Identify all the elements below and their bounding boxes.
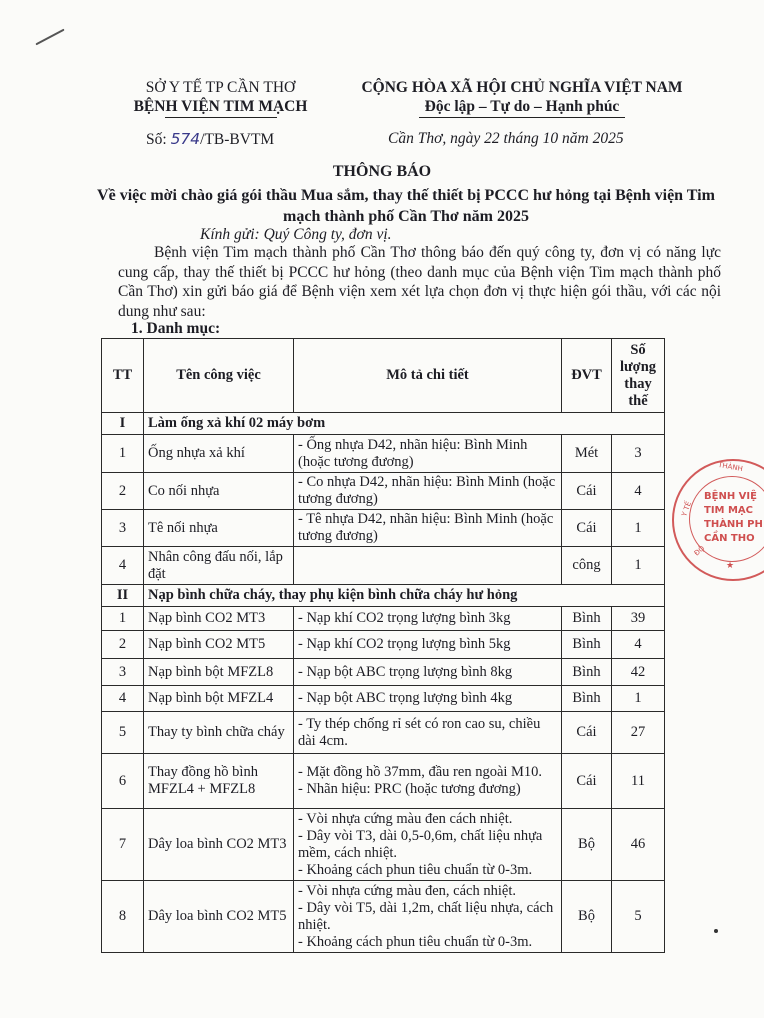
cell-task: Nạp bình CO2 MT3	[144, 607, 294, 631]
cell-tt: 1	[102, 607, 144, 631]
table-row	[102, 659, 665, 686]
cell-tt: 2	[102, 473, 144, 510]
national-motto-block	[334, 78, 710, 118]
cell-task: Co nối nhựa	[144, 473, 294, 510]
nation-name: CỘNG HÒA XÃ HỘI CHỦ NGHĨA VIỆT NAM	[361, 79, 683, 96]
table-row	[102, 881, 665, 953]
cell-description: - Nạp bột ABC trọng lượng bình 8kg	[294, 659, 562, 686]
cell-tt: 4	[102, 686, 144, 712]
item-table	[101, 338, 665, 953]
issuer-block	[118, 78, 323, 118]
cell-task: Tê nối nhựa	[144, 510, 294, 547]
greeting: Kính gửi: Quý Công ty, đơn vị.	[200, 226, 392, 243]
seal-top-arc: THÀNH	[717, 460, 744, 474]
doc-number-suffix: /TB-BVTM	[200, 131, 275, 148]
red-seal-stamp	[672, 459, 764, 581]
cell-quantity: 4	[612, 631, 665, 659]
cell-description: - Vòi nhựa cứng màu đen, cách nhiệt. - Dây vòi T5, dài 1,2m, chất liệu nhựa, cách nhiệt. - Khoảng cách phun tiêu chuẩn từ 0-3m.	[294, 881, 562, 953]
cell-unit: Bộ	[562, 881, 612, 953]
document-title: THÔNG BÁO	[332, 163, 432, 180]
cell-tt: 2	[102, 631, 144, 659]
motto-underline	[419, 117, 625, 118]
cell-task: Nhân công đấu nối, lắp đặt	[144, 547, 294, 585]
pen-mark	[35, 29, 64, 46]
table-row	[102, 510, 665, 547]
cell-quantity: 11	[612, 754, 665, 809]
group-title: Nạp bình chữa cháy, thay phụ kiện bình chữa cháy hư hỏng	[144, 585, 665, 607]
issuer-department: SỞ Y TẾ TP CẦN THƠ	[145, 79, 296, 96]
table-row	[102, 473, 665, 510]
cell-quantity: 3	[612, 435, 665, 473]
cell-unit: Cái	[562, 473, 612, 510]
cell-unit: Bình	[562, 631, 612, 659]
group-code: II	[102, 585, 144, 607]
table-header-row	[102, 339, 665, 413]
cell-unit: Cái	[562, 712, 612, 754]
seal-line-3: THÀNH PH	[704, 519, 763, 530]
cell-quantity: 1	[612, 510, 665, 547]
issuer-hospital: BỆNH VIỆN TIM MẠCH	[133, 98, 308, 115]
cell-task: Ống nhựa xả khí	[144, 435, 294, 473]
cell-quantity: 5	[612, 881, 665, 953]
col-header-unit: ĐVT	[562, 339, 612, 413]
nation-motto: Độc lập – Tự do – Hạnh phúc	[424, 98, 620, 115]
seal-star-icon: ★	[726, 561, 735, 571]
seal-side-arc: Y TẾ	[680, 500, 693, 518]
cell-quantity: 46	[612, 809, 665, 881]
cell-quantity: 4	[612, 473, 665, 510]
cell-tt: 3	[102, 659, 144, 686]
cell-task: Nạp bình bột MFZL8	[144, 659, 294, 686]
cell-task: Thay ty bình chữa cháy	[144, 712, 294, 754]
table-row	[102, 631, 665, 659]
stray-dot	[714, 929, 718, 933]
group-row	[102, 413, 665, 435]
cell-tt: 5	[102, 712, 144, 754]
cell-tt: 3	[102, 510, 144, 547]
doc-number-prefix: Số:	[146, 131, 167, 148]
col-header-task: Tên công việc	[144, 339, 294, 413]
cell-description: - Co nhựa D42, nhãn hiệu: Bình Minh (hoặc tương đương)	[294, 473, 562, 510]
seal-line-4: CẦN THO	[704, 533, 755, 544]
cell-unit: Bình	[562, 686, 612, 712]
table-row	[102, 754, 665, 809]
cell-quantity: 27	[612, 712, 665, 754]
cell-description: - Ty thép chống rỉ sét có ron cao su, chiều dài 4cm.	[294, 712, 562, 754]
cell-tt: 8	[102, 881, 144, 953]
table-row	[102, 547, 665, 585]
document-subtitle: Về việc mời chào giá gói thầu Mua sắm, thay thế thiết bị PCCC hư hỏng tại Bệnh viện Tim mạch thành phố Cần Thơ năm 2025	[97, 187, 715, 225]
cell-task: Nạp bình bột MFZL4	[144, 686, 294, 712]
table-row	[102, 686, 665, 712]
cell-description	[294, 547, 562, 585]
cell-quantity: 1	[612, 547, 665, 585]
intro-paragraph: Bệnh viện Tim mạch thành phố Cần Thơ thông báo đến quý công ty, đơn vị có năng lực cung cấp, thay thế thiết bị PCCC hư hỏng (theo danh mục của Bệnh viện Tim mạch thành phố Cần Thơ) xin gửi báo giá để Bệnh viện xem xét lựa chọn đơn vị thực hiện gói thầu, với các nội dung như sau:	[118, 244, 721, 320]
cell-description: - Nạp khí CO2 trọng lượng bình 5kg	[294, 631, 562, 659]
cell-tt: 1	[102, 435, 144, 473]
cell-description: - Ống nhựa D42, nhãn hiệu: Bình Minh (hoặc tương đương)	[294, 435, 562, 473]
cell-task: Dây loa bình CO2 MT5	[144, 881, 294, 953]
group-title: Làm ống xả khí 02 máy bơm	[144, 413, 665, 435]
cell-task: Thay đồng hồ bình MFZL4 + MFZL8	[144, 754, 294, 809]
cell-unit: Bình	[562, 607, 612, 631]
cell-unit: Mét	[562, 435, 612, 473]
cell-unit: Cái	[562, 754, 612, 809]
place-date: Cần Thơ, ngày 22 tháng 10 năm 2025	[388, 130, 624, 147]
cell-description: - Nạp bột ABC trọng lượng bình 4kg	[294, 686, 562, 712]
cell-tt: 7	[102, 809, 144, 881]
cell-description: - Vòi nhựa cứng màu đen cách nhiệt. - Dây vòi T3, dài 0,5-0,6m, chất liệu nhựa mềm, cách nhiệt. - Khoảng cách phun tiêu chuẩn từ 0-3m.	[294, 809, 562, 881]
cell-quantity: 42	[612, 659, 665, 686]
cell-tt: 6	[102, 754, 144, 809]
doc-number-handwritten: 574	[170, 130, 201, 148]
table-row	[102, 809, 665, 881]
seal-bottom-arc: ĐỘ	[692, 544, 707, 558]
table-row	[102, 607, 665, 631]
col-header-tt: TT	[102, 339, 144, 413]
cell-unit: công	[562, 547, 612, 585]
cell-quantity: 39	[612, 607, 665, 631]
cell-unit: Bình	[562, 659, 612, 686]
seal-line-2: TIM MẠC	[704, 505, 754, 516]
table-row	[102, 712, 665, 754]
table-row	[102, 435, 665, 473]
cell-quantity: 1	[612, 686, 665, 712]
group-code: I	[102, 413, 144, 435]
document-number	[146, 130, 274, 149]
cell-unit: Bộ	[562, 809, 612, 881]
section-heading: 1. Danh mục:	[131, 320, 221, 337]
seal-line-1: BỆNH VIỆ	[704, 491, 757, 502]
cell-tt: 4	[102, 547, 144, 585]
cell-description: - Mặt đồng hồ 37mm, đầu ren ngoài M10. - Nhãn hiệu: PRC (hoặc tương đương)	[294, 754, 562, 809]
group-row	[102, 585, 665, 607]
col-header-quantity: Số lượng thay thế	[612, 339, 665, 413]
issuer-underline	[165, 117, 277, 118]
cell-task: Nạp bình CO2 MT5	[144, 631, 294, 659]
cell-task: Dây loa bình CO2 MT3	[144, 809, 294, 881]
cell-unit: Cái	[562, 510, 612, 547]
cell-description: - Nạp khí CO2 trọng lượng bình 3kg	[294, 607, 562, 631]
col-header-description: Mô tả chi tiết	[294, 339, 562, 413]
cell-description: - Tê nhựa D42, nhãn hiệu: Bình Minh (hoặc tương đương)	[294, 510, 562, 547]
